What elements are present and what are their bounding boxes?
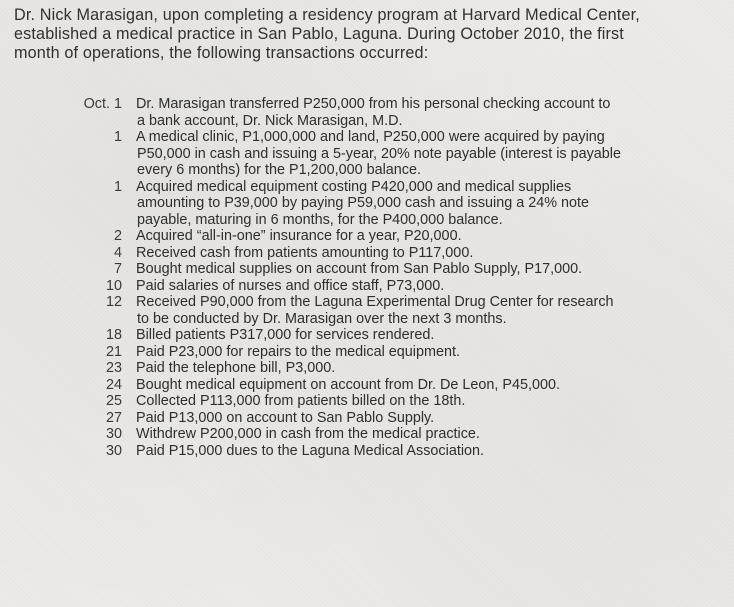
- description-line: Paid P13,000 on account to San Pablo Supply.: [136, 409, 435, 426]
- transaction-entry: [0, 294, 734, 327]
- transaction-description: [136, 344, 722, 361]
- transaction-date: 1: [113, 178, 122, 195]
- description-line: Paid salaries of nurses and office staff, P73,000.: [136, 277, 445, 294]
- transaction-entry: [0, 179, 734, 229]
- transaction-description: [136, 228, 722, 245]
- description-line: Acquired medical equipment costing P420,000 and medical supplies: [136, 178, 572, 195]
- transaction-entry: [0, 96, 734, 129]
- transaction-date: 24: [105, 376, 122, 393]
- transaction-description: [136, 360, 722, 377]
- transaction-date: 21: [105, 343, 122, 360]
- description-line: A medical clinic, P1,000,000 and land, P250,000 were acquired by paying: [136, 129, 605, 145]
- transaction-date: 12: [105, 294, 122, 310]
- transaction-description: [136, 278, 722, 295]
- transaction-description: [136, 245, 722, 262]
- description-line: Paid P23,000 for repairs to the medical equipment.: [136, 343, 460, 360]
- description-line: Received cash from patients amounting to P117,000.: [136, 244, 474, 261]
- transaction-entry: [0, 245, 734, 262]
- intro-line: Dr. Nick Marasigan, upon completing a residency program at Harvard Medical Center,: [14, 6, 640, 24]
- description-line: every 6 months) for the P1,200,000 balance.: [137, 162, 421, 178]
- transaction-date: 27: [105, 409, 122, 426]
- transaction-entry: [0, 377, 734, 394]
- transaction-description: [136, 294, 722, 327]
- transaction-description: [136, 129, 722, 179]
- description-line: Paid P15,000 dues to the Laguna Medical Association.: [136, 442, 485, 459]
- transaction-entry: [0, 410, 734, 427]
- description-line: P50,000 in cash and issuing a 5-year, 20% note payable (interest is payable: [137, 145, 621, 162]
- intro-paragraph: [14, 6, 726, 63]
- description-line: Received P90,000 from the Laguna Experimental Drug Center for research: [136, 294, 614, 310]
- transaction-description: [136, 96, 722, 129]
- transaction-date: 30: [105, 442, 122, 459]
- intro-line: established a medical practice in San Pablo, Laguna. During October 2010, the first: [14, 25, 624, 43]
- transaction-entry: [0, 327, 734, 344]
- transaction-entry: [0, 129, 734, 179]
- transaction-description: [136, 327, 722, 344]
- transaction-entry: [0, 393, 734, 410]
- transaction-description: [136, 443, 722, 460]
- description-line: amounting to P39,000 by paying P59,000 cash and issuing a 24% note: [137, 195, 590, 211]
- transaction-description: [136, 410, 722, 427]
- description-line: Acquired “all-in-one” insurance for a year, P20,000.: [136, 228, 462, 244]
- description-line: Dr. Marasigan transferred P250,000 from his personal checking account to: [136, 96, 611, 112]
- transaction-description: [136, 261, 722, 278]
- transaction-description: [136, 377, 722, 394]
- description-line: to be conducted by Dr. Marasigan over the next 3 months.: [137, 310, 507, 327]
- transaction-entry: [0, 360, 734, 377]
- transaction-entry: [0, 228, 734, 245]
- description-line: a bank account, Dr. Nick Marasigan, M.D.: [137, 112, 403, 129]
- transaction-description: [136, 393, 722, 410]
- transaction-date: Oct. 1: [83, 96, 122, 112]
- description-line: Withdrew P200,000 in cash from the medical practice.: [136, 426, 480, 442]
- transaction-entry: [0, 426, 734, 443]
- description-line: Collected P113,000 from patients billed on the 18th.: [136, 393, 466, 409]
- transaction-date: 10: [105, 277, 122, 294]
- transaction-list: [0, 96, 734, 459]
- transaction-entry: [0, 278, 734, 295]
- description-line: Paid the telephone bill, P3,000.: [136, 360, 336, 376]
- transaction-date: 25: [105, 393, 122, 409]
- transaction-date: 4: [113, 244, 122, 261]
- intro-line: month of operations, the following transactions occurred:: [14, 44, 429, 62]
- transaction-date: 23: [105, 360, 122, 376]
- transaction-description: [136, 179, 722, 229]
- transaction-entry: [0, 344, 734, 361]
- transaction-date: 30: [105, 426, 122, 442]
- transaction-entry: [0, 261, 734, 278]
- transaction-date: 1: [113, 129, 122, 145]
- transaction-date: 2: [113, 228, 122, 244]
- description-line: Billed patients P317,000 for services rendered.: [136, 327, 435, 343]
- transaction-description: [136, 426, 722, 443]
- description-line: payable, maturing in 6 months, for the P400,000 balance.: [137, 211, 503, 228]
- description-line: Bought medical supplies on account from San Pablo Supply, P17,000.: [136, 261, 583, 277]
- transaction-entry: [0, 443, 734, 460]
- description-line: Bought medical equipment on account from Dr. De Leon, P45,000.: [136, 376, 560, 393]
- transaction-date: 18: [105, 327, 122, 343]
- transaction-date: 7: [113, 261, 122, 277]
